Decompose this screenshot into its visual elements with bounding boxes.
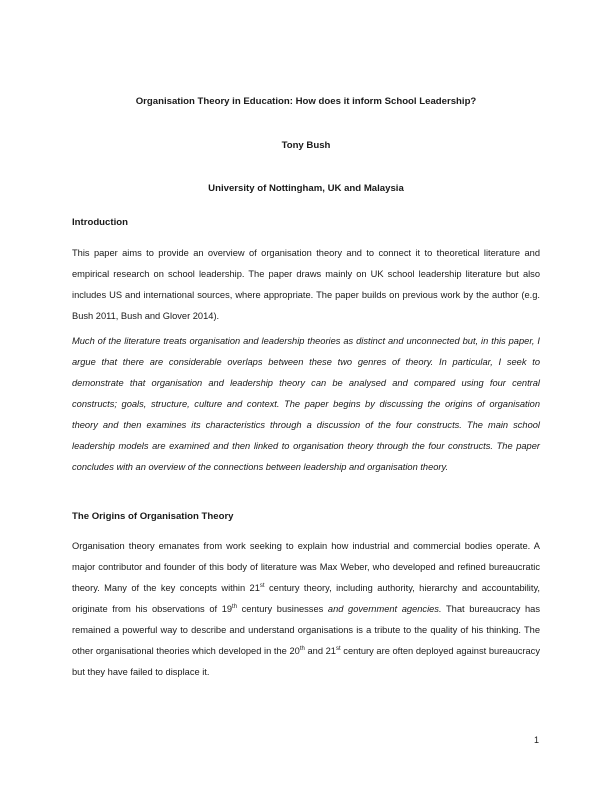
author-name: Tony Bush: [281, 140, 331, 151]
superscript-st: st: [335, 645, 341, 652]
introduction-heading: Introduction: [72, 217, 128, 228]
introduction-paragraph-2: Much of the literature treats organisation and leadership theories as distinct and unconnected but, in this paper, I argue that there are considerable overlaps between these two genres of theory. In particular, I seek to demonstrate that organisation and leadership theory can be analysed and compared using four central constructs; goals, structure, culture and context. The paper begins by discussing the origins of organisation theory and then examines its characteristics through a discussion of the four constructs. The main school leadership models are examined and then linked to organisation theory through the four constructs. The paper concludes with an overview of the connections between leadership and organisation theory.: [72, 336, 540, 472]
origins-text-e: and 21: [304, 646, 336, 656]
paper-title: Organisation Theory in Education: How does it inform School Leadership?: [135, 96, 477, 107]
origins-text-a: Organisation theory emanates from work seeking to explain how industrial and commercial bodies operate. A major contributor and founder of this body of literature was Max Weber, who developed and refined bureaucratic theory. Many of the key concepts within 21: [72, 541, 540, 593]
introduction-paragraph-1: This paper aims to provide an overview of organisation theory and to connect it to theoretical literature and empirical research on school leadership. The paper draws mainly on UK school leadership literature but also includes US and international sources, where appropriate. The paper builds on previous work by the author (e.g. Bush 2011, Bush and Glover 2014).: [72, 248, 540, 321]
page-number: 1: [534, 735, 540, 745]
origins-text-d: That bureaucracy has remained a powerful way to describe and understand organisations is a tribute to the quality of his thinking. The other organisational theories which developed in the 20: [72, 604, 540, 656]
origins-heading: The Origins of Organisation Theory: [72, 511, 234, 522]
superscript-st: st: [259, 582, 265, 589]
superscript-th: th: [232, 603, 238, 610]
origins-paragraph: [72, 536, 540, 683]
author-affiliation: University of Nottingham, UK and Malaysia: [208, 183, 404, 194]
origins-text-b: century theory, including authority, hierarchy and accountability, originate from his observations of 19: [72, 583, 540, 614]
superscript-th: th: [299, 645, 305, 652]
origins-text-f: century are often deployed against bureaucracy but they have failed to displace it.: [72, 646, 540, 677]
origins-text-c: century businesses: [237, 604, 328, 614]
origins-text-italic: and government agencies.: [327, 604, 442, 614]
